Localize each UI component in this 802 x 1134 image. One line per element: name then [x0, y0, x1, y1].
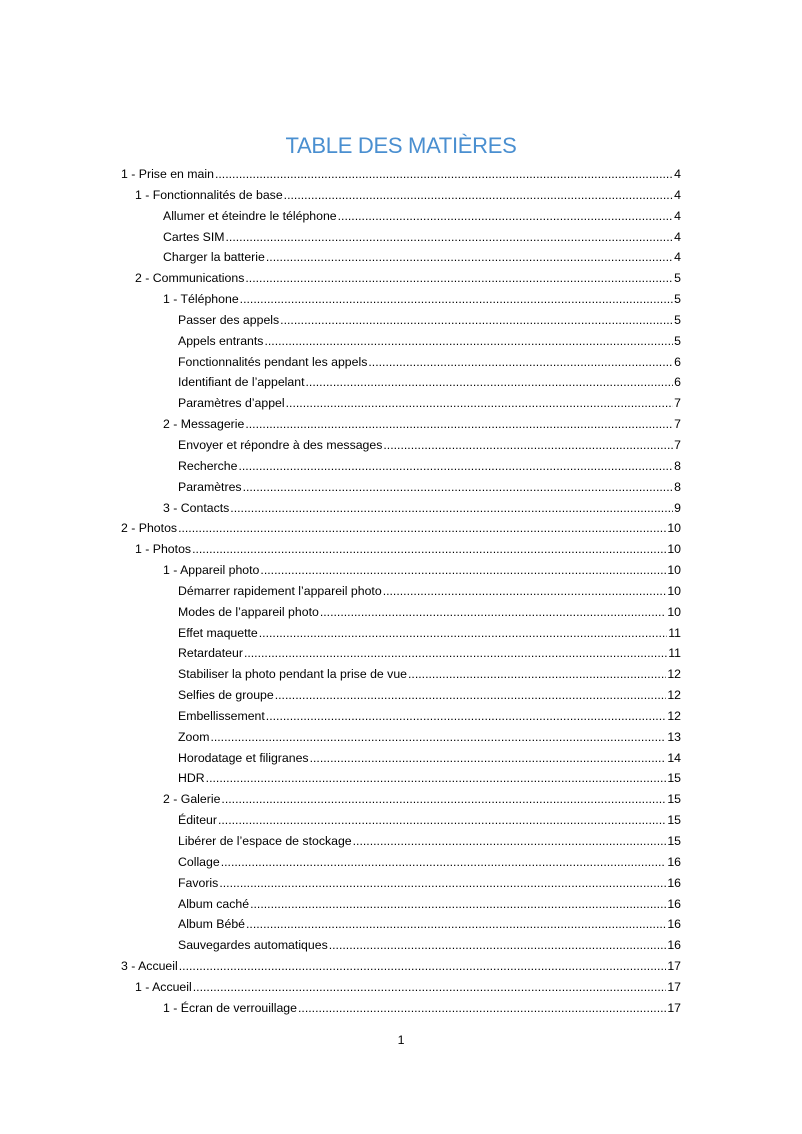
- toc-entry-text: Modes de l’appareil photo: [178, 604, 319, 619]
- toc-entry-text: Fonctionnalités pendant les appels: [178, 354, 368, 369]
- toc-entry-page: 15: [667, 771, 681, 786]
- toc-entry[interactable]: [121, 623, 681, 644]
- toc-entry-text: Album Bébé: [178, 917, 245, 932]
- dot-leader: [192, 539, 666, 560]
- toc-entry-text: Selfies de groupe: [178, 688, 274, 703]
- dot-leader: [218, 810, 666, 831]
- dot-leader: [178, 518, 666, 539]
- toc-entry[interactable]: [121, 664, 681, 685]
- dot-leader: [266, 247, 673, 268]
- toc-entry-text: 1 - Écran de verrouillage: [163, 1000, 297, 1015]
- dot-leader: [238, 456, 673, 477]
- toc-entry-page: 7: [674, 417, 681, 432]
- dot-leader: [210, 727, 666, 748]
- dot-leader: [280, 310, 673, 331]
- toc-entry-page: 15: [667, 813, 681, 828]
- toc-entry[interactable]: [121, 289, 681, 310]
- toc-entry-text: 1 - Photos: [135, 542, 192, 557]
- toc-entry[interactable]: [121, 810, 681, 831]
- dot-leader: [221, 789, 666, 810]
- toc-entry-text: Paramètres d’appel: [178, 396, 285, 411]
- toc-entry-text: 2 - Photos: [121, 521, 178, 536]
- dot-leader: [298, 998, 666, 1019]
- toc-entry-page: 12: [667, 708, 681, 723]
- dot-leader: [286, 393, 674, 414]
- toc-entry-text: Favoris: [178, 875, 219, 890]
- toc-entry-page: 8: [674, 479, 681, 494]
- toc-entry-page: 10: [667, 563, 681, 578]
- toc-entry-page: 13: [667, 729, 681, 744]
- toc-entry-page: 12: [667, 667, 681, 682]
- toc-entry[interactable]: [121, 331, 681, 352]
- toc-entry-page: 6: [674, 354, 681, 369]
- toc-title: TABLE DES MATIÈRES: [285, 132, 517, 158]
- toc-entry-page: 15: [667, 834, 681, 848]
- toc-entry-text: Éditeur: [178, 813, 217, 828]
- toc-entry[interactable]: [121, 581, 681, 602]
- toc-entry[interactable]: [121, 914, 681, 935]
- toc-entry[interactable]: [121, 956, 681, 977]
- dot-leader: [230, 498, 673, 519]
- toc-entry[interactable]: [121, 477, 681, 498]
- toc-entry[interactable]: [121, 456, 681, 477]
- toc-entry-text: 2 - Messagerie: [163, 417, 245, 432]
- toc-entry[interactable]: [121, 789, 681, 810]
- dot-leader: [244, 643, 667, 664]
- toc-entry[interactable]: [121, 206, 681, 227]
- toc-entry-page: 11: [668, 625, 681, 640]
- dot-leader: [408, 664, 666, 685]
- toc-entry-page: 16: [667, 938, 681, 953]
- toc-entry[interactable]: [121, 227, 681, 248]
- toc-entry-page: 10: [667, 521, 681, 536]
- dot-leader: [193, 977, 667, 998]
- toc-entry[interactable]: [121, 518, 681, 539]
- toc-entry[interactable]: [121, 685, 681, 706]
- dot-leader: [383, 435, 673, 456]
- toc-entry[interactable]: [121, 498, 681, 519]
- toc-entry-text: Passer des appels: [178, 312, 280, 327]
- dot-leader: [250, 894, 666, 915]
- toc-entry-text: 1 - Prise en main: [121, 167, 214, 181]
- toc-entry-text: Paramètres: [178, 479, 242, 494]
- toc-entry[interactable]: [121, 706, 681, 727]
- toc-entry-page: 5: [674, 333, 681, 348]
- toc-entry-text: Identifiant de l’appelant: [178, 375, 305, 390]
- dot-leader: [179, 956, 667, 977]
- toc-entry[interactable]: [121, 164, 681, 185]
- toc-entry-page: 17: [667, 979, 681, 994]
- toc-entry[interactable]: [121, 998, 681, 1019]
- dot-leader: [368, 352, 673, 373]
- dot-leader: [338, 206, 674, 227]
- toc-entry[interactable]: [121, 894, 681, 915]
- dot-leader: [243, 477, 674, 498]
- toc-entry-text: 1 - Appareil photo: [163, 563, 260, 578]
- toc-entry[interactable]: [121, 748, 681, 769]
- toc-entry-page: 5: [674, 312, 681, 327]
- toc-entry[interactable]: [121, 977, 681, 998]
- dot-leader: [206, 768, 667, 789]
- toc-entry-page: 4: [674, 187, 681, 202]
- toc-entry-page: 12: [667, 688, 681, 703]
- toc-entry-text: Appels entrants: [178, 333, 264, 348]
- toc-entry[interactable]: [121, 185, 681, 206]
- toc-entry-page: 8: [674, 458, 681, 473]
- toc-entry-page: 4: [674, 167, 681, 181]
- toc-entry-page: 10: [667, 583, 681, 598]
- dot-leader: [275, 685, 667, 706]
- toc-entry[interactable]: [121, 935, 681, 956]
- dot-leader: [219, 873, 666, 894]
- dot-leader: [310, 748, 667, 769]
- toc-entry-text: 3 - Accueil: [121, 959, 178, 974]
- toc-entry-text: 1 - Fonctionnalités de base: [135, 187, 283, 202]
- toc-entry-page: 9: [674, 500, 681, 515]
- toc-entry-text: 3 - Contacts: [163, 500, 230, 515]
- toc-entry[interactable]: [121, 435, 681, 456]
- toc-entry-page: 16: [667, 854, 681, 869]
- toc-entry-page: 16: [667, 896, 681, 911]
- toc-entry[interactable]: [121, 831, 681, 852]
- toc-entry-text: Stabiliser la photo pendant la prise de vue: [178, 667, 408, 682]
- toc-entry-text: 1 - Accueil: [135, 979, 192, 994]
- toc-entry[interactable]: [121, 268, 681, 289]
- page-number: 1: [397, 1033, 405, 1047]
- toc-entry-text: Cartes SIM: [163, 229, 225, 244]
- toc-entry-text: 2 - Communications: [135, 271, 245, 286]
- toc-entry-page: 10: [667, 604, 681, 619]
- toc-entry-page: 17: [667, 959, 681, 974]
- toc-entry-text: Horodatage et filigranes: [178, 750, 309, 765]
- toc-entry-page: 16: [667, 875, 681, 890]
- toc-entry-page: 6: [674, 375, 681, 390]
- toc-entry-text: Album caché: [178, 896, 250, 911]
- toc-entry[interactable]: [121, 414, 681, 435]
- toc-entry[interactable]: [121, 602, 681, 623]
- toc-entry-text: Recherche: [178, 458, 238, 473]
- dot-leader: [259, 623, 667, 644]
- dot-leader: [264, 331, 673, 352]
- dot-leader: [305, 372, 673, 393]
- toc-entry-page: 5: [674, 292, 681, 307]
- toc-entry-page: 7: [674, 437, 681, 452]
- toc-entry-page: 4: [674, 250, 681, 265]
- toc-entry[interactable]: [121, 852, 681, 873]
- toc-entry-text: HDR: [178, 771, 205, 786]
- toc-entry-text: Charger la batterie: [163, 250, 265, 265]
- toc-entry-text: Envoyer et répondre à des messages: [178, 437, 383, 452]
- dot-leader: [245, 414, 673, 435]
- toc-entry-text: Collage: [178, 854, 220, 869]
- toc-entry-text: Sauvegardes automatiques: [178, 938, 328, 953]
- toc-entry-text: Effet maquette: [178, 625, 258, 640]
- table-of-contents: [121, 164, 681, 1019]
- toc-entry-text: 2 - Galerie: [163, 792, 221, 807]
- toc-entry[interactable]: [121, 643, 681, 664]
- toc-entry-page: 4: [674, 229, 681, 244]
- dot-leader: [245, 268, 673, 289]
- toc-entry[interactable]: [121, 352, 681, 373]
- toc-entry[interactable]: [121, 393, 681, 414]
- toc-entry[interactable]: [121, 310, 681, 331]
- toc-entry[interactable]: [121, 560, 681, 581]
- toc-entry-page: 4: [674, 208, 681, 223]
- dot-leader: [329, 935, 667, 956]
- toc-entry-page: 10: [667, 542, 681, 557]
- toc-entry-text: Démarrer rapidement l’appareil photo: [178, 583, 382, 598]
- toc-entry-page: 16: [667, 917, 681, 932]
- toc-entry[interactable]: [121, 247, 681, 268]
- toc-entry-page: 14: [667, 750, 681, 765]
- toc-entry-text: Zoom: [178, 729, 210, 744]
- dot-leader: [383, 581, 667, 602]
- toc-entry[interactable]: [121, 873, 681, 894]
- dot-leader: [320, 602, 666, 623]
- toc-entry-page: 17: [667, 1000, 681, 1015]
- dot-leader: [246, 914, 666, 935]
- toc-entry[interactable]: [121, 727, 681, 748]
- toc-entry-page: 7: [674, 396, 681, 411]
- toc-entry-page: 5: [674, 271, 681, 286]
- toc-entry-page: 11: [668, 646, 681, 661]
- toc-entry-text: Libérer de l’espace de stockage: [178, 834, 352, 848]
- toc-entry-page: 15: [667, 792, 681, 807]
- dot-leader: [240, 289, 673, 310]
- dot-leader: [215, 164, 673, 185]
- toc-entry[interactable]: [121, 539, 681, 560]
- toc-entry-text: Retardateur: [178, 646, 243, 661]
- toc-entry[interactable]: [121, 372, 681, 393]
- toc-entry-text: Embellissement: [178, 708, 265, 723]
- dot-leader: [353, 831, 667, 852]
- toc-entry-text: Allumer et éteindre le téléphone: [163, 208, 337, 223]
- toc-entry[interactable]: [121, 768, 681, 789]
- dot-leader: [284, 185, 674, 206]
- toc-entry-text: 1 - Téléphone: [163, 292, 239, 307]
- dot-leader: [266, 706, 667, 727]
- dot-leader: [226, 227, 674, 248]
- dot-leader: [221, 852, 667, 873]
- dot-leader: [260, 560, 666, 581]
